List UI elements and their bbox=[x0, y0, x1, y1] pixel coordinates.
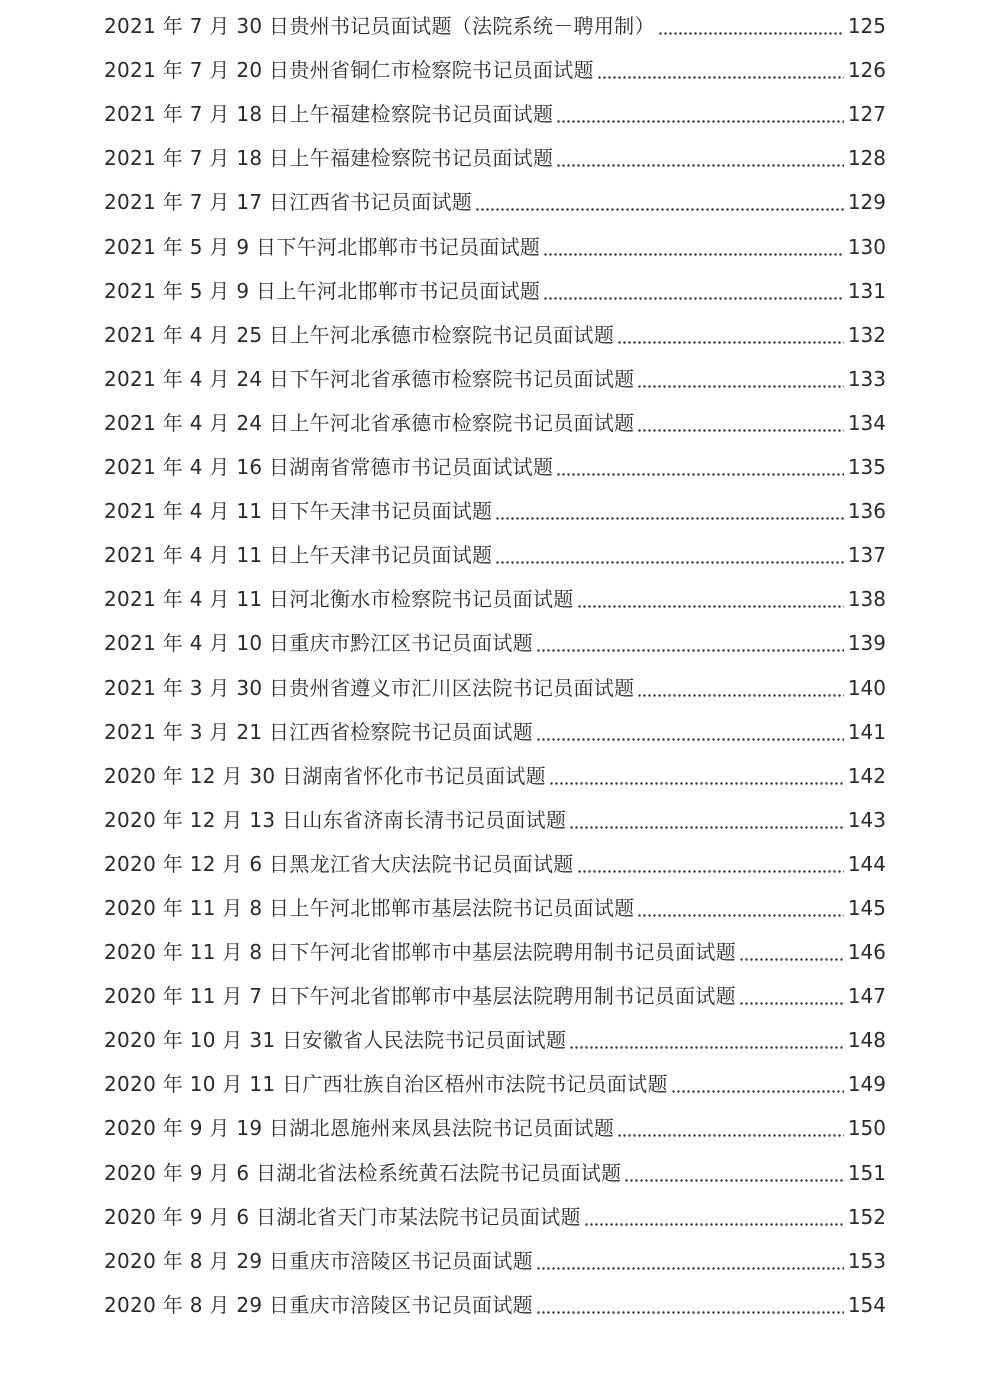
toc-entry-page-number: 126 bbox=[847, 58, 886, 83]
toc-entry-page-number: 146 bbox=[847, 940, 886, 965]
dot-leader bbox=[556, 119, 844, 124]
dot-leader bbox=[536, 1310, 844, 1315]
toc-entry-title: 2021 年 4 月 11 日河北衡水市检察院书记员面试题 bbox=[104, 587, 574, 612]
dot-leader bbox=[577, 869, 844, 874]
toc-entry-title: 2021 年 4 月 10 日重庆市黔江区书记员面试题 bbox=[104, 631, 533, 656]
toc-entry-page-number: 131 bbox=[847, 278, 886, 303]
toc-entry-title: 2021 年 5 月 9 日上午河北邯郸市书记员面试题 bbox=[104, 278, 541, 303]
toc-entry[interactable] bbox=[104, 445, 886, 489]
toc-entry[interactable] bbox=[104, 313, 886, 357]
dot-leader bbox=[543, 296, 844, 301]
toc-entry[interactable] bbox=[104, 533, 886, 577]
toc-entry-page-number: 154 bbox=[847, 1292, 886, 1317]
toc-entry-page-number: 150 bbox=[847, 1116, 886, 1141]
toc-entry-title: 2020 年 8 月 29 日重庆市涪陵区书记员面试题 bbox=[104, 1248, 533, 1273]
toc-entry[interactable] bbox=[104, 754, 886, 798]
dot-leader bbox=[569, 1045, 844, 1050]
dot-leader bbox=[637, 428, 843, 433]
toc-entry-title: 2020 年 11 月 8 日下午河北省邯郸市中基层法院聘用制书记员面试题 bbox=[104, 940, 736, 965]
toc-entry-title: 2020 年 12 月 13 日山东省济南长清书记员面试题 bbox=[104, 807, 567, 832]
toc-entry[interactable] bbox=[104, 665, 886, 709]
dot-leader bbox=[617, 340, 844, 345]
toc-entry-title: 2020 年 8 月 29 日重庆市涪陵区书记员面试题 bbox=[104, 1292, 533, 1317]
toc-entry-page-number: 139 bbox=[847, 631, 886, 656]
toc-entry-title: 2021 年 4 月 24 日上午河北省承德市检察院书记员面试题 bbox=[104, 410, 635, 435]
dot-leader bbox=[617, 1133, 844, 1138]
toc-entry-title: 2021 年 7 月 18 日上午福建检察院书记员面试题 bbox=[104, 102, 554, 127]
toc-entry[interactable] bbox=[104, 621, 886, 665]
toc-entry[interactable] bbox=[104, 1195, 886, 1239]
toc-entry[interactable] bbox=[104, 577, 886, 621]
dot-leader bbox=[556, 163, 844, 168]
toc-entry-title: 2020 年 11 月 8 日上午河北邯郸市基层法院书记员面试题 bbox=[104, 895, 635, 920]
toc-entry-title: 2021 年 7 月 20 日贵州省铜仁市检察院书记员面试题 bbox=[104, 58, 594, 83]
toc-entry-page-number: 144 bbox=[847, 851, 886, 876]
dot-leader bbox=[739, 957, 844, 962]
toc-entry-title: 2021 年 4 月 25 日上午河北承德市检察院书记员面试题 bbox=[104, 322, 615, 347]
toc-entry[interactable] bbox=[104, 224, 886, 268]
dot-leader bbox=[637, 913, 843, 918]
toc-entry-title: 2021 年 4 月 11 日下午天津书记员面试题 bbox=[104, 499, 493, 524]
dot-leader bbox=[584, 1222, 844, 1227]
dot-leader bbox=[495, 560, 843, 565]
toc-entry-page-number: 132 bbox=[847, 322, 886, 347]
toc-entry-page-number: 142 bbox=[847, 763, 886, 788]
toc-entry-title: 2021 年 7 月 17 日江西省书记员面试题 bbox=[104, 190, 473, 215]
toc-entry-page-number: 134 bbox=[847, 410, 886, 435]
toc-entry-title: 2020 年 12 月 6 日黑龙江省大庆法院书记员面试题 bbox=[104, 851, 574, 876]
toc-entry-page-number: 141 bbox=[847, 719, 886, 744]
dot-leader bbox=[637, 693, 843, 698]
toc-entry-page-number: 153 bbox=[847, 1248, 886, 1273]
toc-entry[interactable] bbox=[104, 489, 886, 533]
toc-entry-page-number: 140 bbox=[847, 675, 886, 700]
dot-leader bbox=[475, 207, 844, 212]
toc-entry[interactable] bbox=[104, 136, 886, 180]
toc-entry-page-number: 129 bbox=[847, 190, 886, 215]
toc-entry-title: 2020 年 9 月 19 日湖北恩施州来凤县法院书记员面试题 bbox=[104, 1116, 615, 1141]
dot-leader bbox=[543, 252, 844, 257]
toc-entry[interactable] bbox=[104, 710, 886, 754]
toc-entry[interactable] bbox=[104, 842, 886, 886]
dot-leader bbox=[536, 1266, 844, 1271]
toc-entry-page-number: 130 bbox=[847, 234, 886, 259]
toc-entry-page-number: 138 bbox=[847, 587, 886, 612]
dot-leader bbox=[671, 1089, 844, 1094]
toc-entry-page-number: 151 bbox=[847, 1160, 886, 1185]
toc-entry-page-number: 147 bbox=[847, 984, 886, 1009]
toc-entry-page-number: 148 bbox=[847, 1028, 886, 1053]
dot-leader bbox=[536, 648, 844, 653]
toc-entry-page-number: 128 bbox=[847, 146, 886, 171]
toc-entry-page-number: 143 bbox=[847, 807, 886, 832]
toc-entry-page-number: 149 bbox=[847, 1072, 886, 1097]
dot-leader bbox=[624, 1178, 843, 1183]
toc-entry-title: 2021 年 3 月 21 日江西省检察院书记员面试题 bbox=[104, 719, 533, 744]
toc-entry[interactable] bbox=[104, 4, 886, 48]
toc-entry[interactable] bbox=[104, 1106, 886, 1150]
toc-entry-page-number: 133 bbox=[847, 366, 886, 391]
toc-entry-page-number: 135 bbox=[847, 455, 886, 480]
dot-leader bbox=[556, 472, 844, 477]
toc-entry[interactable] bbox=[104, 1239, 886, 1283]
toc-entry[interactable] bbox=[104, 92, 886, 136]
toc-entry[interactable] bbox=[104, 1062, 886, 1106]
dot-leader bbox=[536, 737, 844, 742]
dot-leader bbox=[577, 604, 844, 609]
dot-leader bbox=[549, 781, 844, 786]
toc-entry[interactable] bbox=[104, 401, 886, 445]
toc-entry-page-number: 136 bbox=[847, 499, 886, 524]
toc-entry[interactable] bbox=[104, 180, 886, 224]
dot-leader bbox=[637, 384, 843, 389]
toc-entry-title: 2020 年 10 月 11 日广西壮族自治区梧州市法院书记员面试题 bbox=[104, 1072, 668, 1097]
dot-leader bbox=[597, 75, 844, 80]
toc-entry-title: 2021 年 3 月 30 日贵州省遵义市汇川区法院书记员面试题 bbox=[104, 675, 635, 700]
toc-entry[interactable] bbox=[104, 1018, 886, 1062]
table-of-contents bbox=[104, 4, 886, 1327]
toc-entry-title: 2020 年 9 月 6 日湖北省天门市某法院书记员面试题 bbox=[104, 1204, 581, 1229]
toc-entry[interactable] bbox=[104, 269, 886, 313]
dot-leader bbox=[569, 825, 844, 830]
dot-leader bbox=[658, 31, 844, 36]
toc-entry-page-number: 145 bbox=[847, 895, 886, 920]
toc-entry-page-number: 137 bbox=[847, 543, 886, 568]
toc-entry[interactable] bbox=[104, 886, 886, 930]
dot-leader bbox=[739, 1001, 844, 1006]
toc-entry-title: 2021 年 7 月 18 日上午福建检察院书记员面试题 bbox=[104, 146, 554, 171]
toc-entry[interactable] bbox=[104, 798, 886, 842]
toc-entry[interactable] bbox=[104, 48, 886, 92]
dot-leader bbox=[495, 516, 843, 521]
toc-entry-page-number: 152 bbox=[847, 1204, 886, 1229]
toc-entry[interactable] bbox=[104, 930, 886, 974]
toc-entry-title: 2020 年 9 月 6 日湖北省法检系统黄石法院书记员面试题 bbox=[104, 1160, 622, 1185]
toc-entry-page-number: 125 bbox=[847, 14, 886, 39]
toc-entry-title: 2021 年 4 月 11 日上午天津书记员面试题 bbox=[104, 543, 493, 568]
toc-entry-title: 2021 年 7 月 30 日贵州书记员面试题（法院系统－聘用制） bbox=[104, 14, 655, 39]
toc-entry-title: 2020 年 10 月 31 日安徽省人民法院书记员面试题 bbox=[104, 1028, 567, 1053]
toc-entry-title: 2021 年 5 月 9 日下午河北邯郸市书记员面试题 bbox=[104, 234, 541, 259]
toc-entry[interactable] bbox=[104, 974, 886, 1018]
toc-entry[interactable] bbox=[104, 357, 886, 401]
toc-entry-title: 2021 年 4 月 16 日湖南省常德市书记员面试试题 bbox=[104, 455, 554, 480]
toc-entry-title: 2021 年 4 月 24 日下午河北省承德市检察院书记员面试题 bbox=[104, 366, 635, 391]
toc-entry-title: 2020 年 12 月 30 日湖南省怀化市书记员面试题 bbox=[104, 763, 546, 788]
toc-entry-page-number: 127 bbox=[847, 102, 886, 127]
toc-entry[interactable] bbox=[104, 1283, 886, 1327]
toc-entry-title: 2020 年 11 月 7 日下午河北省邯郸市中基层法院聘用制书记员面试题 bbox=[104, 984, 736, 1009]
toc-entry[interactable] bbox=[104, 1150, 886, 1194]
